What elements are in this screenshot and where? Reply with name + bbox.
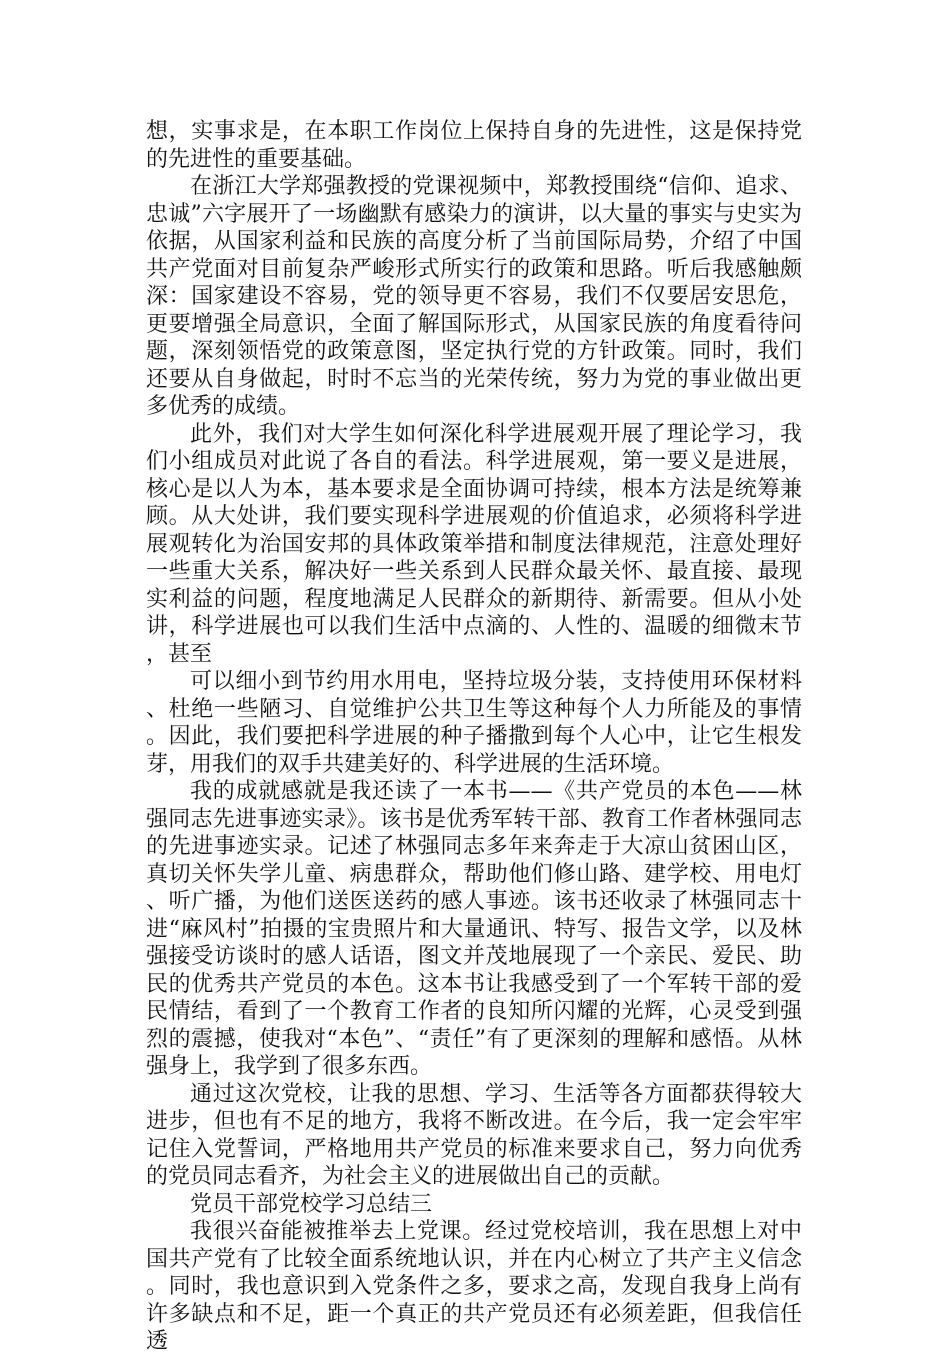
paragraph-daily-actions: 可以细小到节约用水用电，坚持垃圾分装，支持使用环保材料、杜绝一些陋习、自觉维护公共卫生等这种每个人力所能及的事情。因此，我们要把科学进展的种子播撒到每个人心中，让它生根发芽，用我们的双手共建美好的、科学进展的生活环境。 <box>146 669 802 777</box>
paragraph-continuation: 想，实事求是，在本职工作岗位上保持自身的先进性，这是保持党的先进性的重要基础。 <box>146 119 802 172</box>
paragraph-scientific-development: 此外，我们对大学生如何深化科学进展观开展了理论学习，我们小组成员对此说了各自的看法。科学进展观，第一要义是进展，核心是以人为本，基本要求是全面协调可持续，根本方法是统筹兼顾。从大处讲，我们要实现科学进展观的价值追求，必须将科学进展观转化为治国安邦的具体政策举措和制度法律规范，注意处理好一些重大关系，解决好一些关系到人民群众最关怀、最直接、最现实利益的问题，程度地满足人民群众的新期待、新需要。但从小处讲，科学进展也可以我们生活中点滴的、人性的、温暖的细微末节，甚至 <box>146 421 802 667</box>
paragraph-book-reading: 我的成就感就是我还读了一本书——《共产党员的本色——林强同志先进事迹实录》。该书是优秀军转干部、教育工作者林强同志的先进事迹实录。记述了林强同志多年来奔走于大凉山贫困山区，真切关怀失学儿童、病患群众，帮助他们修山路、建学校、用电灯、听广播，为他们送医送药的感人事迹。该书还收录了林强同志十进“麻风村”拍摄的宝贵照片和大量通讯、特写、报告文学，以及林强接受访谈时的感人话语，图文并茂地展现了一个亲民、爱民、助民的优秀共产党员的本色。这本书让我感受到了一个军转干部的爱民情结，看到了一个教育工作者的良知所闪耀的光辉，心灵受到强烈的震撼，使我对“本色”、“责任”有了更深刻的理解和感悟。从林强身上，我学到了很多东西。 <box>146 779 802 1079</box>
section-heading: 党员干部党校学习总结三 <box>190 1191 433 1217</box>
paragraph-party-lecture-video: 在浙江大学郑强教授的党课视频中，郑教授围绕“信仰、追求、忠诚”六字展开了一场幽默有感染力的演讲，以大量的事实与史实为依据，从国家利益和民族的高度分析了当前国际局势，介绍了中国共产党面对目前复杂严峻形式所实行的政策和思路。听后我感触颇深：国家建设不容易，党的领导更不容易，我们不仅要居安思危，更要增强全局意识，全面了解国际形式，从国家民族的角度看待问题，深刻领悟党的政策意图，坚定执行党的方针政策。同时，我们还要从自身做起，时时不忘当的光荣传统，努力为党的事业做出更多优秀的成绩。 <box>146 174 802 419</box>
document-page <box>146 118 802 1356</box>
paragraph-progress-summary: 通过这次党校，让我的思想、学习、生活等各方面都获得较大进步，但也有不足的地方，我将不断改进。在今后，我一定会牢牢记住入党誓词，严格地用共产党员的标准来要求自己，努力向优秀的党员同志看齐，为社会主义的进展做出自己的贡献。 <box>146 1081 802 1189</box>
paragraph-party-training: 我很兴奋能被推举去上党课。经过党校培训，我在思想上对中国共产党有了比较全面系统地认识，并在内心树立了共产主义信念。同时，我也意识到入党条件之多，要求之高，发现自我身上尚有许多缺点和不足，距一个真正的共产党员还有必须差距，但我信任透 <box>146 1219 802 1354</box>
